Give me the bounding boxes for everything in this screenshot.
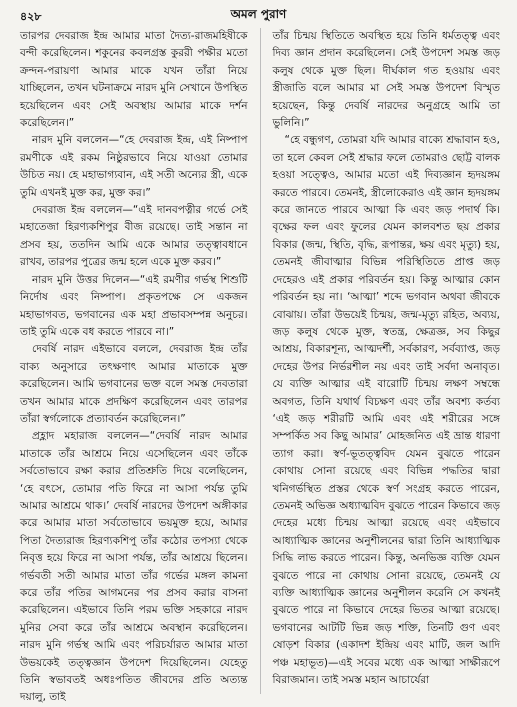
- text-columns: [20, 28, 500, 704]
- running-title: অমল পুরাণ: [230, 7, 287, 21]
- paragraph: তারপর দেবরাজ ইন্দ্র আমার মাতা দৈত্য-রাজমহিষীকে বন্দী করেছিলেন। শকুনের কবলগ্রস্ত কুররী পক্ষীর মতো ক্রন্দন-পরায়ণা আমার মাকে যখন তাঁরা নিয়ে যাচ্ছিলেন, তখন ঘটনাক্রমে নারদ মুনি সেখানে উপস্থিত হয়েছিলেন এবং সেই অবস্থায় আমার মাকে দর্শন করেছিলেন।”: [20, 30, 248, 130]
- right-column: [273, 28, 501, 694]
- column-divider: [260, 28, 261, 694]
- page-header: [0, 0, 517, 28]
- paragraph: তাঁর চিন্ময় স্থিতিতে অবস্থিত হয়ে তিনি ধর্মতত্ত্ব এবং দিব্য জ্ঞান প্রদান করেছিলেন। সেই উপদেশ সমস্ত জড় কলুষ থেকে মুক্ত ছিল। দীর্ঘকাল গত হওয়ায় এবং স্ত্রীজাতি বলে আমার মা সেই সমস্ত উপদেশ বিস্মৃত হয়েছেন, কিন্তু দেবর্ষি নারদের অনুগ্রহে আমি তা ভুলিনি।”: [272, 30, 500, 130]
- paragraph: নারদ মুনি উত্তর দিলেন—“এই রমণীর গর্ভস্থ শিশুটি নির্দোষ এবং নিষ্পাপ। প্রকৃতপক্ষে সে একজন মহাভাগবত, ভগবানের এক মহা প্রভাবসম্পন্ন অনুচর। তাই তুমি একে বধ করতে পারবে না।”: [20, 273, 248, 338]
- left-column: [20, 28, 248, 704]
- paragraph: দেবর্ষি নারদ এইভাবে বললে, দেবরাজ ইন্দ্র তাঁর বাক্য অনুসারে তৎক্ষণাৎ আমার মাতাকে মুক্ত করেছিলেন। আমি ভগবানের ভক্ত বলে সমস্ত দেবতারা তখন আমার মাকে প্রদক্ষিণ করেছিলেন এবং তারপর তাঁরা স্বর্গলোকে প্রত্যাবর্তন করেছিলেন।”: [20, 343, 248, 425]
- paragraph: দেবরাজ ইন্দ্র বললেন—“এই দানবপত্নীর গর্ভে সেই মহাতেজা হিরণ্যকশিপুর বীজ রয়েছে। তাই সন্তান না প্রসব হয়, ততদিন আমি একে আমার তত্ত্বাবধানে রাখব, তারপর পুত্রের জন্ম হলে একে মুক্ত করব।”: [20, 204, 248, 269]
- page-number: ৪২৮: [20, 10, 42, 23]
- paragraph: “হে বন্ধুগণ, তোমরা যদি আমার বাক্যে শ্রদ্ধাবান হও, তা হলে কেবল সেই শ্রদ্ধার ফলে তোমরাও ছোট্ট বালক হওয়া সত্ত্বেও, আমার মতো এই দিব্যজ্ঞান হৃদয়ঙ্গম করতে পারবে। তেমনই, স্ত্রীলোকেরাও এই জ্ঞান হৃদয়ঙ্গম করে জানতে পারবে আত্মা কি এবং জড় পদার্থ কি। বৃক্ষের ফল এবং ফুলের যেমন কালবশত ছয় প্রকার বিকার (জন্ম, স্থিতি, বৃদ্ধি, রূপান্তর, ক্ষয় এবং মৃত্যু) হয়, তেমনই জীবাত্মার বিভিন্ন পরিস্থিতিতে প্রাপ্ত জড় দেহেরও এই প্রকার পরিবর্তন হয়। কিন্তু আত্মার কোন পরিবর্তন হয় না। ‘আত্মা’ শব্দে ভগবান অথবা জীবকে বোঝায়। তাঁরা উভয়েই চিন্ময়, জন্ম-মৃত্যু রহিত, অব্যয়, জড় কলুষ থেকে মুক্ত, স্বতন্ত্র, ক্ষেত্রজ্ঞ, সব কিছুর আশ্রয়, বিকারশূন্য, আত্মদর্শী, সর্বকারণ, সর্বব্যাপ্ত, জড় দেহের উপর নির্ভরশীল নয় এবং তাই সর্বদা অনাবৃত। যে ব্যক্তি আত্মার এই বারোটি চিন্ময় লক্ষণ সম্বন্ধে অবগত, তিনি যথার্থ বিচক্ষণ এবং তাঁর অবশ্য কর্তব্য ‘এই জড় শরীরটি আমি এবং এই শরীরের সঙ্গে সম্পর্কিত সব কিছু আমার’ মোহজনিত এই ভ্রান্ত ধারণা ত্যাগ করা। স্বর্ণ-ভূতত্ত্ববিদ যেমন বুঝতে পারেন কোথায় সোনা রয়েছে এবং বিভিন্ন পদ্ধতির দ্বারা খনিগর্ভস্থিত প্রস্তর থেকে স্বর্ণ সংগ্রহ করতে পারেন, তেমনই অভিজ্ঞ অধ্যাত্মবিদ বুঝতে পারেন কিভাবে জড় দেহের মধ্যে চিন্ময় আত্মা রয়েছে এবং এইভাবে আধ্যাত্মিক জ্ঞানের অনুশীলনের দ্বারা তিনি আধ্যাত্মিক সিদ্ধি লাভ করতে পারেন। কিন্তু, অনভিজ্ঞ ব্যক্তি যেমন বুঝতে পারে না কোথায় সোনা রয়েছে, তেমনই যে ব্যক্তি আধ্যাত্মিক জ্ঞানের অনুশীলন করেনি সে কখনই বুঝতে পারে না কিভাবে দেহের ভিতর আত্মা রয়েছে। ভগবানের আটটি ভিন্ন জড় শক্তি, তিনটি গুণ এবং ষোড়শ বিকার (একাদশ ইন্দ্রিয় এবং মাটি, জল আদি পঞ্চ মহাভূত)—এই সবের মধ্যে এক আত্মা সাক্ষীরূপে বিরাজমান। তাই সমস্ত মহান আচার্যেরা: [272, 134, 500, 687]
- paragraph: নারদ মুনি বললেন—“হে দেবরাজ ইন্দ্র, এই নিষ্পাপ রমণীকে এই রকম নিষ্ঠুরভাবে নিয়ে যাওয়া তোমার উচিত নয়। হে মহাভাগ্যবান, এই সতী অন্যের স্ত্রী, একে তুমি এখনই মুক্ত কর, মুক্ত কর।”: [20, 134, 248, 199]
- paragraph: প্রহ্লাদ মহারাজ বললেন—“দেবর্ষি নারদ আমার মাতাকে তাঁর আশ্রমে নিয়ে এসেছিলেন এবং তাঁকে সর্বতোভাবে রক্ষা করার প্রতিশ্রুতি দিয়ে বলেছিলেন, ‘হে বৎসে, তোমার পতি ফিরে না আসা পর্যন্ত তুমি আমার আশ্রমে থাক।’ দেবর্ষি নারদের উপদেশ অঙ্গীকার করে আমার মাতা সর্বতোভাবে ভয়মুক্ত হয়ে, আমার পিতা দৈত্যরাজ হিরণ্যকশিপু তাঁর কঠোর তপস্যা থেকে নিবৃত্ত হয়ে ফিরে না আসা পর্যন্ত, তাঁর আশ্রয়ে ছিলেন। গর্ভবতী সতী আমার মাতা তাঁর গর্ভের মঙ্গল কামনা করে তাঁর পতির আগমনের পর প্রসব করার বাসনা করেছিলেন। এইভাবে তিনি পরম ভক্তি সহকারে নারদ মুনির সেবা করে তাঁর আশ্রমে অবস্থান করেছিলেন। নারদ মুনি গর্ভস্থ আমি এবং পরিচর্যারত আমার মাতা উভয়কেই তত্ত্বজ্ঞান উপদেশ দিয়েছিলেন। যেহেতু তিনি স্বভাবতই অধঃপতিত জীবদের প্রতি অত্যন্ত দয়ালু, তাই: [20, 430, 248, 704]
